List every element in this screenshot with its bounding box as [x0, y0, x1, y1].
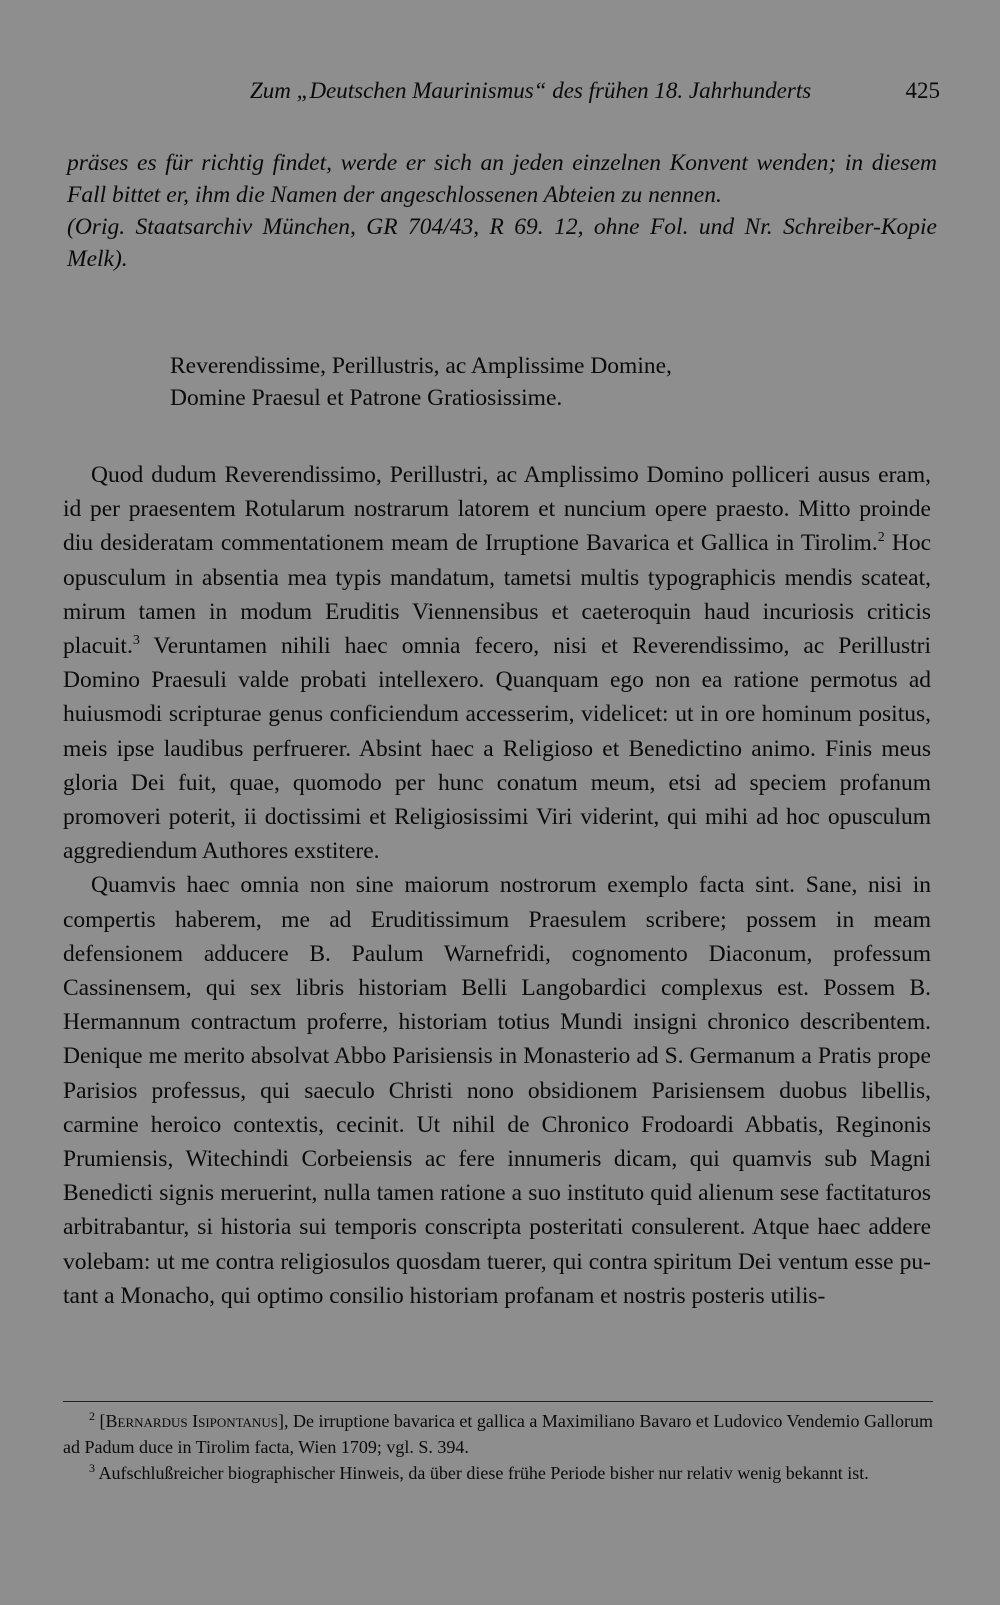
body-paragraph-1: [63, 458, 931, 868]
footnote-number: 3: [89, 1461, 95, 1475]
body-text: Hoc opusculum in absentia mea typis mandatum, tametsi multis typographicis mendis scateat, mirum tamen in modum Eruditis Viennensibus et caeteroquin haud incuriosis criticis placuit.: [63, 530, 931, 660]
body-paragraph-2: Quamvis haec omnia non sine maiorum nostrorum exemplo facta sint. Sane, nisi in compertis haberem, me ad Eruditissimum Praesulem scribere; possem in meam defensionem adducere B. Paulum Warnefridi, cognomento Diaconum, professum Cassinensem, qui sex libris historiam Belli Langobardici complexus est. Possem B. Hermannum contractum proferre, historiam totius Mundi insigni chronico describentem. Denique me merito absolvat Abbo Parisiensis in Monasterio ad S. Germanum a Pratis prope Parisios professus, qui saeculo Christi nono obsidionem Parisiensem duobus libellis, carmine heroico contextis, cecinit. Ut nihil de Chronico Frodoardi Abbatis, Reginonis Prumiensis, Witechindi Corbeiensis ac fere innumeris dicam, qui quamvis sub Magni Benedicti signis meruerint, nulla tamen ratione a suo instituto quid alienum sese factitaturos arbitrabantur, si historia sui temporis conscripta posteritati consulerent. Atque haec addere volebam: ut me contra religiosulos quosdam tuerer, qui contra spiritum Dei ventum esse putant a Monacho, qui optimo consilio historiam profanam et nostris posteris utilis-: [63, 872, 931, 1309]
salutation: [170, 350, 890, 414]
footnote-3: [63, 1460, 933, 1486]
salutation-line-1: Reverendissime, Perillustris, ac Amplissime Domine,: [170, 353, 672, 379]
body-text: Veruntamen nihili haec omnia fecero, nisi et Reverendissimo, ac Perillustri Domino Praesuli valde probati intellexero. Quanquam ego non ea ratione permotus ad huiusmodi scripturae genus conficiendum accesserim, videlicet: ut in ore hominum positus, meis ipse laudibus perfruerer. Absint haec a Religioso et Benedictino animo. Finis meus gloria Dei fuit, quae, quomodo per hunc conatum meum, etsi ad speciem profanum promoveri poterit, ii doctissimi et Religiosissimi Viri viderint, qui mihi ad hoc opusculum aggrediendum Authores exstitere.: [63, 633, 931, 865]
archive-reference: (Orig. Staatsarchiv München, GR 704/43, R 69. 12, ohne Fol. und Nr. Schreiber-Kopie Melk).: [67, 214, 937, 272]
footnote-author: [Bernardus Isipontanus]: [99, 1411, 284, 1431]
footnotes: [63, 1408, 933, 1486]
regest-summary: [67, 147, 937, 275]
footnote-number: 2: [89, 1409, 95, 1423]
running-header: [60, 78, 940, 114]
regest-text: präses es für richtig findet, werde er sich an jeden einzelnen Konvent wenden; in diesem Fall bittet er, ihm die Namen der angeschlossenen Abteien zu nennen.: [67, 150, 937, 208]
salutation-line-2: Domine Praesul et Patrone Gratiosissime.: [170, 385, 563, 411]
running-title: Zum „Deutschen Maurinismus“ des frühen 18. Jahrhunderts: [250, 78, 812, 103]
footnote-2: [63, 1408, 933, 1460]
footnote-divider: [63, 1401, 933, 1402]
footnote-text: , De irruptione bavarica et gallica a Maximiliano Bavaro et Ludovico Vendemio Gallorum ad Padum duce in Tirolim facta, Wien 1709; vgl. S. 394.: [63, 1411, 933, 1457]
footnote-text: Aufschlußreicher biographischer Hinweis, da über diese frühe Periode bisher nur relativ wenig bekannt ist.: [95, 1463, 869, 1483]
letter-body: [63, 458, 931, 1313]
body-text: Quod dudum Reverendissimo, Perillustri, ac Amplissimo Domino polliceri ausus eram, id per praesentem Rotularum nostrarum latorem et nuncium opere praesto. Mitto proinde diu desideratam commentationem meam de Irruptione Bavarica et Gallica in Tirolim.: [63, 462, 931, 557]
page-number: 425: [905, 78, 940, 103]
footnote-ref-3[interactable]: 3: [132, 633, 140, 649]
footnote-ref-2[interactable]: 2: [877, 530, 885, 546]
